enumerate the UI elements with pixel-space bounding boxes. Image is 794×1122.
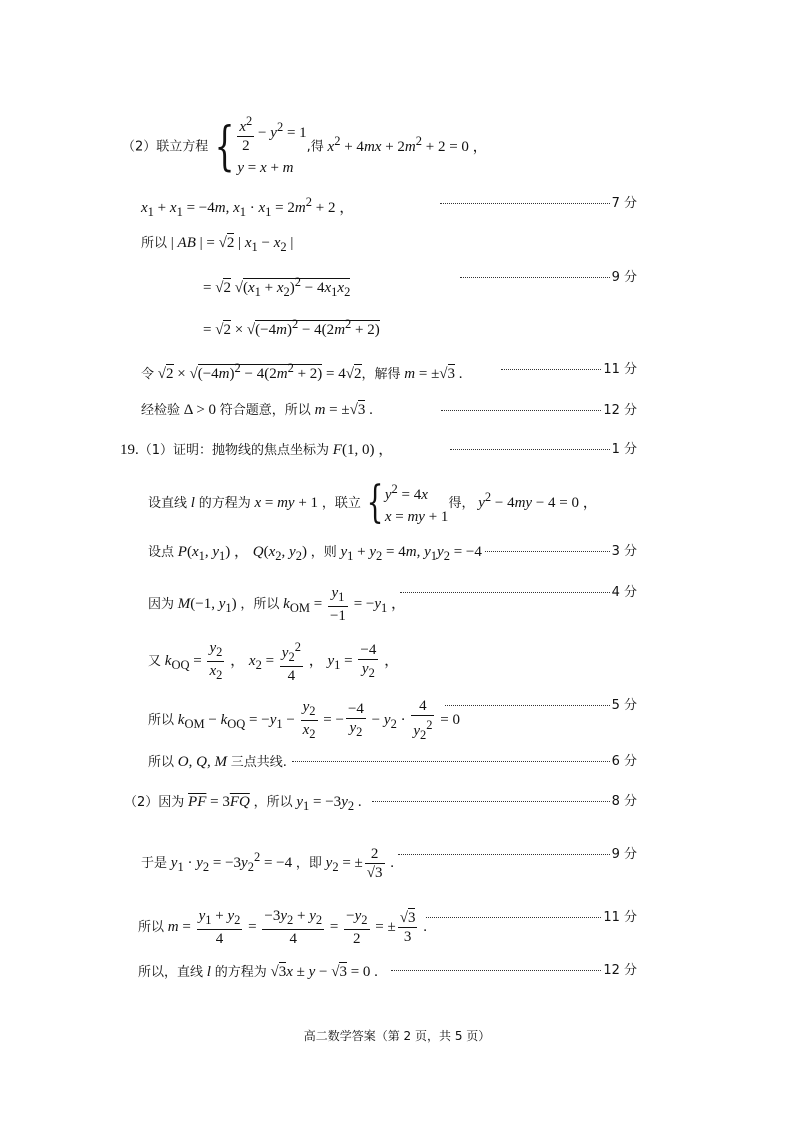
system-line: （2）联立方程 { $\frac{x^2}{2}$ − $y^2 = 1$ y = x + m ,得 $x^2 + 4mx + 2m^2 + 2 = 0$ ， [122,114,488,177]
score-1: 1 分 [450,440,637,460]
score-7: 7 分 [440,194,637,214]
ab-line-3: = $√2 \times √(-4m)^2 - 4(2m^2 + 2)$ [203,317,380,338]
check-line: 经检验 Δ > 0 符合题意，所以 m = ±√3 . [141,402,373,418]
final-line: 所以，直线 l 的方程为 √3x ± y − √3 = 0 . [138,964,378,980]
points-line: 设点 $P(x_1$, $y_1$) ， $Q(x_2$, $y_2$) ，则 $y_1 + y_2 = 4m$, $y_1y_2 = -4$ [148,544,482,563]
collinear-line: 所以 O, Q, M 三点共线. [148,754,287,770]
score-8: 8 分 [372,792,637,812]
score-12b: 12 分 [391,961,637,981]
score-11a: 11 分 [501,360,637,380]
score-9b: 9 分 [398,845,637,865]
score-11b: 11 分 [426,908,637,928]
page-footer: 高二数学答案（第 2 页，共 5 页） [303,1029,491,1043]
solve-line: 令 $√2 \times √(-4m)^2 - 4(2m^2 + 2) = 4√2$，解得 m = ±√3 . [141,361,463,382]
product-line: 于是 $y_1 \cdot y_2 = -3y_2^2 = -4$ ，即 $y_2$ = ± $\frac{2}{√3}$ . [141,846,394,881]
slope-diff-line: 所以 $k_{OM} - k_{OQ} = -y_1$ − $\frac{y_2}{x_2}$ = − $\frac{-4}{y_2}$ − $y_2$ · $\frac{4}{y_2^2}$ = 0 [148,698,460,742]
vieta-line: $x_1 + x_1 = -4m$, $x_1 \cdot x_1 = 2m^2 + 2$ ， [141,195,355,219]
score-4: 4 分 [400,583,637,603]
score-6: 6 分 [292,752,637,772]
score-9a: 9 分 [460,268,637,288]
q19-line: 19.（1）证明：抛物线的焦点坐标为 F(1, 0) ， [120,442,394,458]
line-eq: 设直线 l 的方程为 x = my + 1 ，联立 { $y^2 = 4x$ x = my + 1 得， $y^2 - 4my - 4 = 0$ ， [148,477,598,528]
score-5: 5 分 [445,696,637,716]
vector-line: （2）因为 $\overline{PF} = 3\overline{FQ}$ ，所以 $y_1 = -3y_2$ . [124,794,362,813]
slope-oq-line: 又 $k_{OQ}$ = $\frac{y_2}{x_2}$ ， $x_2$ = $\frac{y_2^2}{4}$ ， $y_1$ = $\frac{-4}{y_2}$ ， [148,640,400,684]
ab-line: 所以 | AB | = √2 | $x_1 - x_2$ | [141,235,294,254]
ab-line-2: = √2 $√(x_1 + x_2)^2 - 4x_1x_2$ [203,275,351,299]
m-value-line: 所以 m = $\frac{y_1 + y_2}{4}$ = $\frac{-3y_2 + y_2}{4}$ = $\frac{-y_2}{2}$ = ± $\frac{√3}{3}$ . [138,908,427,947]
score-12a: 12 分 [441,401,637,421]
slope-om-line: 因为 M(−1, $y_1$) ，所以 $k_{OM}$ = $\frac{y_1}{-1}$ = $-y_1$ ， [148,585,407,624]
score-3: 3 分 [485,542,637,562]
